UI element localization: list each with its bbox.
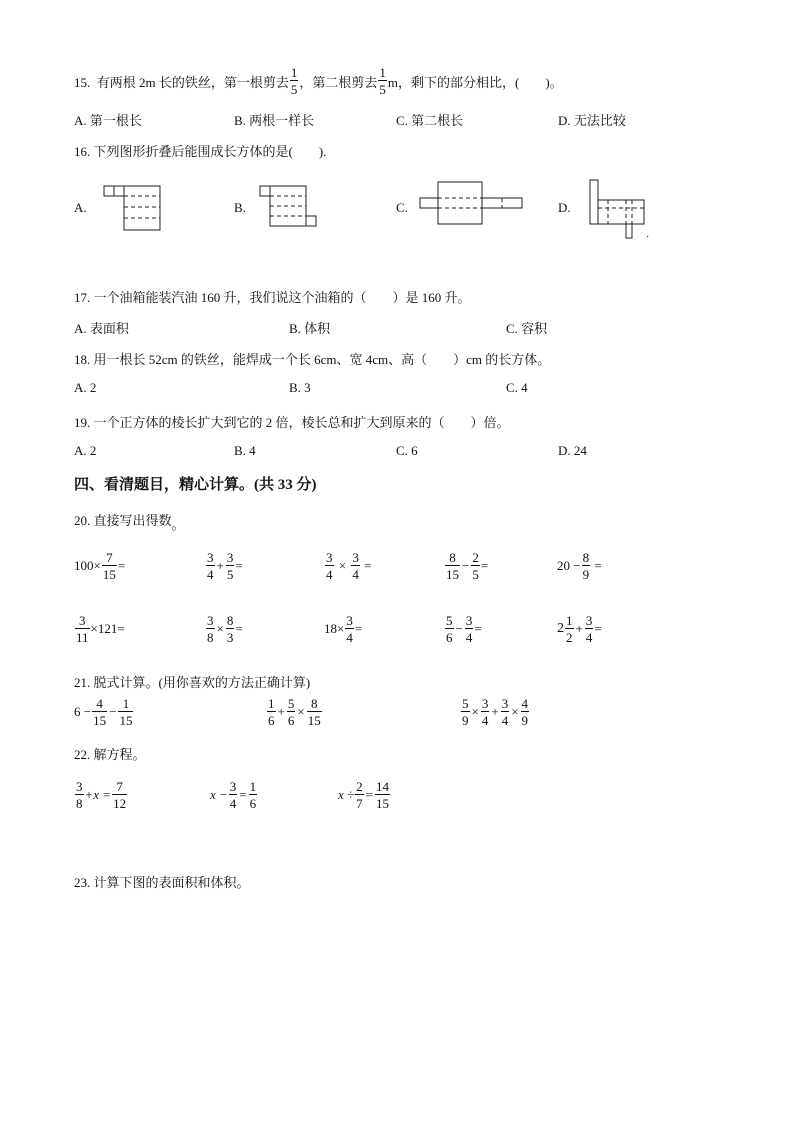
q19-option-b: B. 4	[234, 443, 256, 458]
q21-expr-1: 6 − $\frac{4}{15}$ − $\frac{1}{15}$	[74, 696, 133, 728]
q15-text-c: m，剩下的部分相比，( )。	[387, 74, 563, 90]
q19-option-d: D. 24	[558, 443, 587, 458]
net-figure-a	[100, 182, 170, 234]
q20-expr-1: 100× $\frac{7}{15}$ =	[74, 550, 126, 582]
q20-expr-6: $\frac{3}{11}$ ×121=	[76, 613, 125, 645]
q22-equation-2: x − $\frac{3}{4}$ = $\frac{1}{6}$	[210, 779, 257, 811]
q15-option-c: C. 第二根长	[396, 113, 464, 128]
q19-option-c: C. 6	[396, 443, 418, 458]
q17-option-a: A. 表面积	[74, 321, 129, 336]
q16-option-d: D.	[558, 200, 571, 215]
stray-mark: ·	[646, 232, 650, 243]
q15-fraction-2: $\frac{1}{5}$	[379, 65, 386, 97]
q20-expr-5: 20 − $\frac{8}{9}$ =	[557, 550, 602, 582]
q15-option-b: B. 两根一样长	[234, 113, 315, 128]
q16-option-a: A.	[74, 200, 87, 215]
q15-line	[74, 66, 563, 96]
q18-option-b: B. 3	[289, 380, 311, 395]
q15-text-a: 15. 有两根 2m 长的铁丝，第一根剪去	[74, 74, 289, 90]
q15-option-d: D. 无法比较	[558, 113, 626, 128]
net-figure-b	[256, 182, 326, 230]
q21-expr-2: $\frac{1}{6}$ + $\frac{5}{6}$ × $\frac{8}{15}$	[268, 696, 321, 728]
q21-expr-3: $\frac{5}{9}$ × $\frac{3}{4}$ + $\frac{3}{4}$ × $\frac{4}{9}$	[462, 696, 529, 728]
q15-fraction-1: $\frac{1}{5}$	[290, 65, 298, 97]
q16-option-c: C.	[396, 200, 408, 215]
q17-option-c: C. 容积	[506, 321, 548, 336]
q21-question: 21. 脱式计算。(用你喜欢的方法正确计算)	[74, 675, 311, 690]
q23-question: 23. 计算下图的表面积和体积。	[74, 875, 250, 890]
q20-question: 20. 直接写出得数。	[74, 513, 185, 532]
q20-expr-9: $\frac{5}{6}$ − $\frac{3}{4}$ =	[446, 613, 482, 645]
q15-text-b: ，第二根剪去	[299, 74, 378, 90]
q17-option-b: B. 体积	[289, 321, 331, 336]
q19-question: 19. 一个正方体的棱长扩大到它的 2 倍，棱长总和扩大到原来的（ ）倍。	[74, 415, 510, 430]
q20-expr-3: $\frac{3}{4}$ × $\frac{3}{4}$ =	[326, 550, 372, 582]
q17-question: 17. 一个油箱能装汽油 160 升，我们说这个油箱的（ ）是 160 升。	[74, 290, 471, 305]
q22-equation-1: $\frac{3}{8}$ +x = $\frac{7}{12}$	[76, 779, 127, 811]
q18-question: 18. 用一根长 52cm 的铁丝，能焊成一个长 6cm、宽 4cm、高（ ）cm 的长方体。	[74, 352, 551, 367]
section-4-title: 四、看清题目，精心计算。(共 33 分)	[74, 477, 317, 493]
q16-option-b: B.	[234, 200, 246, 215]
q22-question: 22. 解方程。	[74, 747, 146, 762]
q22-equation-3: x ÷ $\frac{2}{7}$ = $\frac{14}{15}$	[338, 779, 389, 811]
q19-option-a: A. 2	[74, 443, 97, 458]
q20-expr-4: $\frac{8}{15}$ − $\frac{2}{5}$ =	[446, 550, 489, 582]
q20-expr-2: $\frac{3}{4}$ + $\frac{3}{5}$ =	[207, 550, 243, 582]
net-figure-c	[418, 178, 528, 228]
net-figure-d	[586, 178, 652, 242]
q20-expr-7: $\frac{3}{8}$ × $\frac{8}{3}$ =	[207, 613, 243, 645]
q15-option-a: A. 第一根长	[74, 113, 142, 128]
q16-question: 16. 下列图形折叠后能围成长方体的是( ).	[74, 144, 327, 159]
q20-expr-10: 2 $\frac{1}{2}$ + $\frac{3}{4}$ =	[557, 613, 602, 645]
q18-option-a: A. 2	[74, 380, 97, 395]
q20-expr-8: 18× $\frac{3}{4}$ =	[324, 613, 363, 645]
q18-option-c: C. 4	[506, 380, 528, 395]
